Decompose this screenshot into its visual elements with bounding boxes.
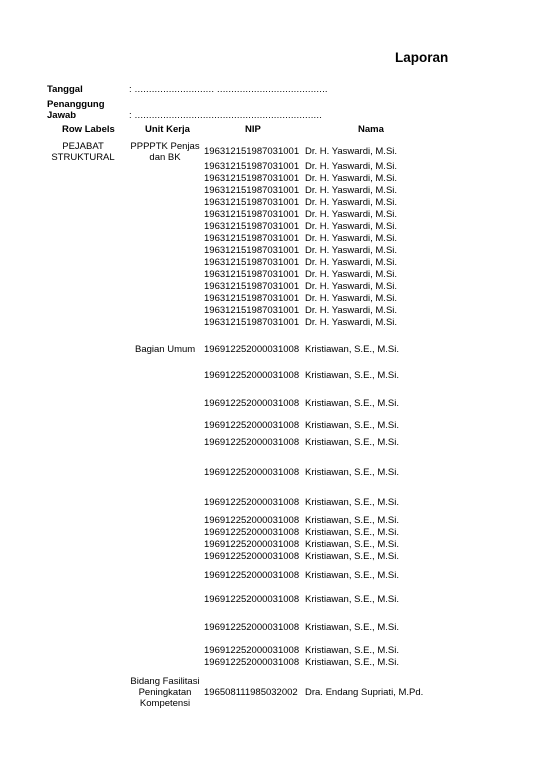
nip-cell: 196912252000031008: [204, 570, 300, 581]
nama-cell: Dr. H. Yaswardi, M.Si.: [305, 173, 398, 184]
row-label-pejabat-struktural: [40, 141, 126, 163]
nama-cell: Kristiawan, S.E., M.Si.: [305, 437, 399, 448]
nip-cell: 196912252000031008: [204, 344, 300, 355]
header-row-labels: Row Labels: [62, 124, 115, 135]
tanggal-label: Tanggal: [47, 84, 83, 95]
unit-line: Bidang Fasilitasi: [130, 676, 200, 687]
nama-cell: Dr. H. Yaswardi, M.Si.: [305, 209, 398, 220]
nama-cell: Kristiawan, S.E., M.Si.: [305, 527, 399, 538]
nama-cell: Dr. H. Yaswardi, M.Si.: [305, 305, 398, 316]
nama-cell: Kristiawan, S.E., M.Si.: [305, 645, 399, 656]
nip-cell: 196912252000031008: [204, 515, 300, 526]
nip-cell: 196312151987031001: [204, 257, 300, 268]
nama-cell: Kristiawan, S.E., M.Si.: [305, 497, 399, 508]
nip-cell: 196912252000031008: [204, 437, 300, 448]
unit-bidang-fasilitasi: [126, 676, 204, 709]
nip-cell: 196912252000031008: [204, 594, 300, 605]
nama-cell: Dr. H. Yaswardi, M.Si.: [305, 293, 398, 304]
nip-cell: 196312151987031001: [204, 185, 300, 196]
nama-cell: Kristiawan, S.E., M.Si.: [305, 515, 399, 526]
nama-cell: Dra. Endang Supriati, M.Pd.: [305, 687, 424, 698]
nama-cell: Dr. H. Yaswardi, M.Si.: [305, 161, 398, 172]
nip-cell: 196912252000031008: [204, 622, 300, 633]
nip-cell: 196912252000031008: [204, 527, 300, 538]
nip-cell: 196312151987031001: [204, 245, 300, 256]
nip-cell: 196312151987031001: [204, 209, 300, 220]
tanggal-field: [47, 84, 328, 95]
nip-cell: 196312151987031001: [204, 293, 300, 304]
unit-bagian-umum: Bagian Umum: [135, 344, 196, 355]
nip-cell: 196312151987031001: [204, 305, 300, 316]
penanggung-jawab-field: [47, 99, 322, 121]
nip-cell: 196312151987031001: [204, 269, 300, 280]
header-nama: Nama: [358, 124, 384, 135]
nip-cell: 196912252000031008: [204, 645, 300, 656]
nama-cell: Kristiawan, S.E., M.Si.: [305, 657, 399, 668]
nama-cell: Kristiawan, S.E., M.Si.: [305, 467, 399, 478]
nip-cell: 196312151987031001: [204, 221, 300, 232]
nip-cell: 196912252000031008: [204, 497, 300, 508]
nip-cell: 196312151987031001: [204, 161, 300, 172]
nip-cell: 196912252000031008: [204, 467, 300, 478]
nip-cell: 196312151987031001: [204, 197, 300, 208]
nip-cell: 196912252000031008: [204, 398, 300, 409]
row-label-line: PEJABAT: [62, 141, 104, 152]
nama-cell: Kristiawan, S.E., M.Si.: [305, 370, 399, 381]
unit-line: dan BK: [149, 152, 181, 163]
nama-cell: Kristiawan, S.E., M.Si.: [305, 420, 399, 431]
header-unit-kerja: Unit Kerja: [145, 124, 190, 135]
nama-cell: Dr. H. Yaswardi, M.Si.: [305, 197, 398, 208]
nama-cell: Dr. H. Yaswardi, M.Si.: [305, 257, 398, 268]
unit-line: Peningkatan: [138, 687, 192, 698]
nama-cell: Dr. H. Yaswardi, M.Si.: [305, 146, 398, 157]
report-title: Laporan: [395, 50, 449, 65]
nip-cell: 196312151987031001: [204, 233, 300, 244]
nip-cell: 196508111985032002: [204, 687, 298, 698]
nama-cell: Kristiawan, S.E., M.Si.: [305, 398, 399, 409]
nama-cell: Kristiawan, S.E., M.Si.: [305, 344, 399, 355]
nama-cell: Dr. H. Yaswardi, M.Si.: [305, 317, 398, 328]
nama-cell: Kristiawan, S.E., M.Si.: [305, 551, 399, 562]
header-nip: NIP: [245, 124, 261, 135]
nama-cell: Kristiawan, S.E., M.Si.: [305, 622, 399, 633]
nama-cell: Dr. H. Yaswardi, M.Si.: [305, 221, 398, 232]
tanggal-value: : ............................ .......................................: [129, 84, 328, 95]
nip-cell: 196912252000031008: [204, 657, 300, 668]
nip-cell: 196312151987031001: [204, 281, 300, 292]
nip-cell: 196912252000031008: [204, 539, 300, 550]
unit-line: Kompetensi: [139, 698, 191, 709]
penanggung-jawab-value: : ..................................................................: [129, 110, 323, 121]
nama-cell: Dr. H. Yaswardi, M.Si.: [305, 233, 398, 244]
nip-cell: 196312151987031001: [204, 317, 300, 328]
penanggung-jawab-label: Penanggung Jawab: [47, 99, 105, 121]
nip-cell: 196312151987031001: [204, 173, 300, 184]
nama-cell: Kristiawan, S.E., M.Si.: [305, 570, 399, 581]
nama-cell: Kristiawan, S.E., M.Si.: [305, 594, 399, 605]
nip-cell: 196312151987031001: [204, 146, 300, 157]
nip-cell: 196912252000031008: [204, 551, 300, 562]
nama-cell: Dr. H. Yaswardi, M.Si.: [305, 281, 398, 292]
nip-cell: 196912252000031008: [204, 420, 300, 431]
nama-cell: Dr. H. Yaswardi, M.Si.: [305, 269, 398, 280]
unit-pppptk: [128, 141, 202, 163]
nama-cell: Kristiawan, S.E., M.Si.: [305, 539, 399, 550]
nama-cell: Dr. H. Yaswardi, M.Si.: [305, 245, 398, 256]
row-label-line: STRUKTURAL: [51, 152, 115, 163]
nama-cell: Dr. H. Yaswardi, M.Si.: [305, 185, 398, 196]
nip-cell: 196912252000031008: [204, 370, 300, 381]
unit-line: PPPPTK Penjas: [130, 141, 200, 152]
